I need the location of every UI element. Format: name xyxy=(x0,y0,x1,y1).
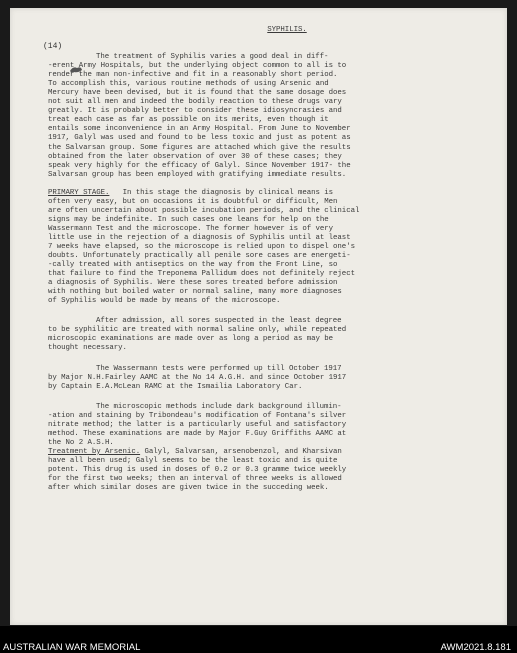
text-line: for the first two weeks; then an interval of three weeks is allowed xyxy=(48,475,342,484)
text-line: speak very highly for the efficacy of Galyl. Since November 1917- the xyxy=(48,161,351,170)
text-line: 7 weeks have elapsed, so the microscope is relied upon to dispel one's xyxy=(48,242,355,251)
text-line: nitrate method; the latter is a particularly useful and satisfactory xyxy=(48,420,347,429)
text-line: to be syphilitic are treated with normal saline only, while repeated xyxy=(48,326,347,335)
text-line: The microscopic methods include dark background illumin- xyxy=(96,402,342,411)
paragraph-intro xyxy=(48,53,480,180)
text-line: signs may be indefinite. In such cases one leans for help on the xyxy=(48,215,329,224)
text-line: The Wassermann tests were performed up till October 1917 xyxy=(96,364,342,373)
text-line: To accomplish this, various routine methods of using Arsenic and xyxy=(48,80,329,89)
text-line: of Syphilis would be made by means of the microscope. xyxy=(48,297,281,306)
text-line: often very easy, but on occasions it is doubtful or difficult, Men xyxy=(48,197,338,206)
paragraph-after-admission xyxy=(48,317,480,353)
text-line: by Major N.H.Fairley AAMC at the No 14 A.G.H. and since October 1917 xyxy=(48,373,347,382)
text-line: doubts. Unfortunately practically all penile sore cases are energeti- xyxy=(48,252,351,261)
footer-bar xyxy=(0,626,517,653)
text-line-content: Galyl, Salvarsan, arsenobenzol, and Kharsivan xyxy=(144,447,342,456)
text-line: little use in the rejection of a diagnosis of Syphilis until at least xyxy=(48,233,351,242)
document-title: SYPHILIS. xyxy=(267,26,307,34)
text-line: greatly. It is probably better to consider these idiosyncrasies and xyxy=(48,107,342,116)
text-line: not suit all men and indeed the bodily reaction to these drugs vary xyxy=(48,98,342,107)
text-line: a diagnosis of Syphilis. Were these sores treated before admission xyxy=(48,279,338,288)
text-line: entails some inconvenience in an Army Hospital. From June to November xyxy=(48,125,351,134)
text-line: -cally treated with antiseptics on the way from the Front Line, so xyxy=(48,261,338,270)
text-line: obtained from the later observation of over 30 of these cases; they xyxy=(48,152,342,161)
text-line: microscopic examinations are made over as long a period as may be xyxy=(48,335,334,344)
text-line: 1917, Galyl was used and found to be less toxic and just as potent as xyxy=(48,134,351,143)
text-line: -ation and staining by Tribondeau's modification of Fontana's silver xyxy=(48,411,347,420)
document-body xyxy=(48,26,480,493)
text-line: with nothing but boiled water or normal saline, many more diagnoses xyxy=(48,288,342,297)
text-line: render the man non-infective and fit in a reasonably short period. xyxy=(48,71,338,80)
page-number: (14) xyxy=(43,42,63,51)
text-line: -erent Army Hospitals, but the underlying object common to all is to xyxy=(48,62,347,71)
text-line xyxy=(48,189,480,198)
text-line-content: In this stage the diagnosis by clinical means is xyxy=(122,188,334,197)
text-line: are often uncertain about possible incubation periods, and the clinical xyxy=(48,206,360,215)
text-line: Mercury have been devised, but it is found that the same dosage does xyxy=(48,89,347,98)
section-heading: Treatment by Arsenic. xyxy=(48,447,141,456)
paragraph-wassermann xyxy=(48,365,480,392)
text-line: potent. This drug is used in doses of 0.2 or 0.3 gramme twice weekly xyxy=(48,465,347,474)
footer-institution: AUSTRALIAN WAR MEMORIAL xyxy=(3,642,141,653)
text-line: the No 2 A.S.H. xyxy=(48,438,114,447)
section-heading: PRIMARY STAGE. xyxy=(48,188,110,197)
text-line: after which similar doses are given twice in the succeding week. xyxy=(48,484,329,493)
text-line: The treatment of Syphilis varies a good deal in diff- xyxy=(96,53,329,62)
paragraph-microscopic xyxy=(48,403,480,448)
text-line: treat each case as far as possible on its merits, even though it xyxy=(48,116,329,125)
text-line: thought necessary. xyxy=(48,344,127,353)
footer-reference-number: AWM2021.8.181 xyxy=(440,642,511,653)
text-line: by Captain E.A.McLean RAMC at the Ismailia Laboratory Car. xyxy=(48,382,303,391)
text-line: After admission, all sores suspected in the least degree xyxy=(96,317,342,326)
text-line: method. These examinations are made by Major F.Guy Griffiths AAMC at xyxy=(48,429,347,438)
text-line: that failure to find the Treponema Pallidum does not definitely reject xyxy=(48,270,355,279)
text-line: Wassermann Test and the microscope. The former however is of very xyxy=(48,224,334,233)
paragraph-treatment-arsenic xyxy=(48,448,480,493)
paragraph-primary-stage xyxy=(48,189,480,307)
text-line: the Salvarsan group. Some figures are attached which give the results xyxy=(48,143,351,152)
text-line xyxy=(48,448,480,457)
text-line: Salvarsan group has been employed with gratifying immediate results. xyxy=(48,170,347,179)
text-line: have all been used; Galyl seems to be the least toxic and is quite xyxy=(48,456,338,465)
